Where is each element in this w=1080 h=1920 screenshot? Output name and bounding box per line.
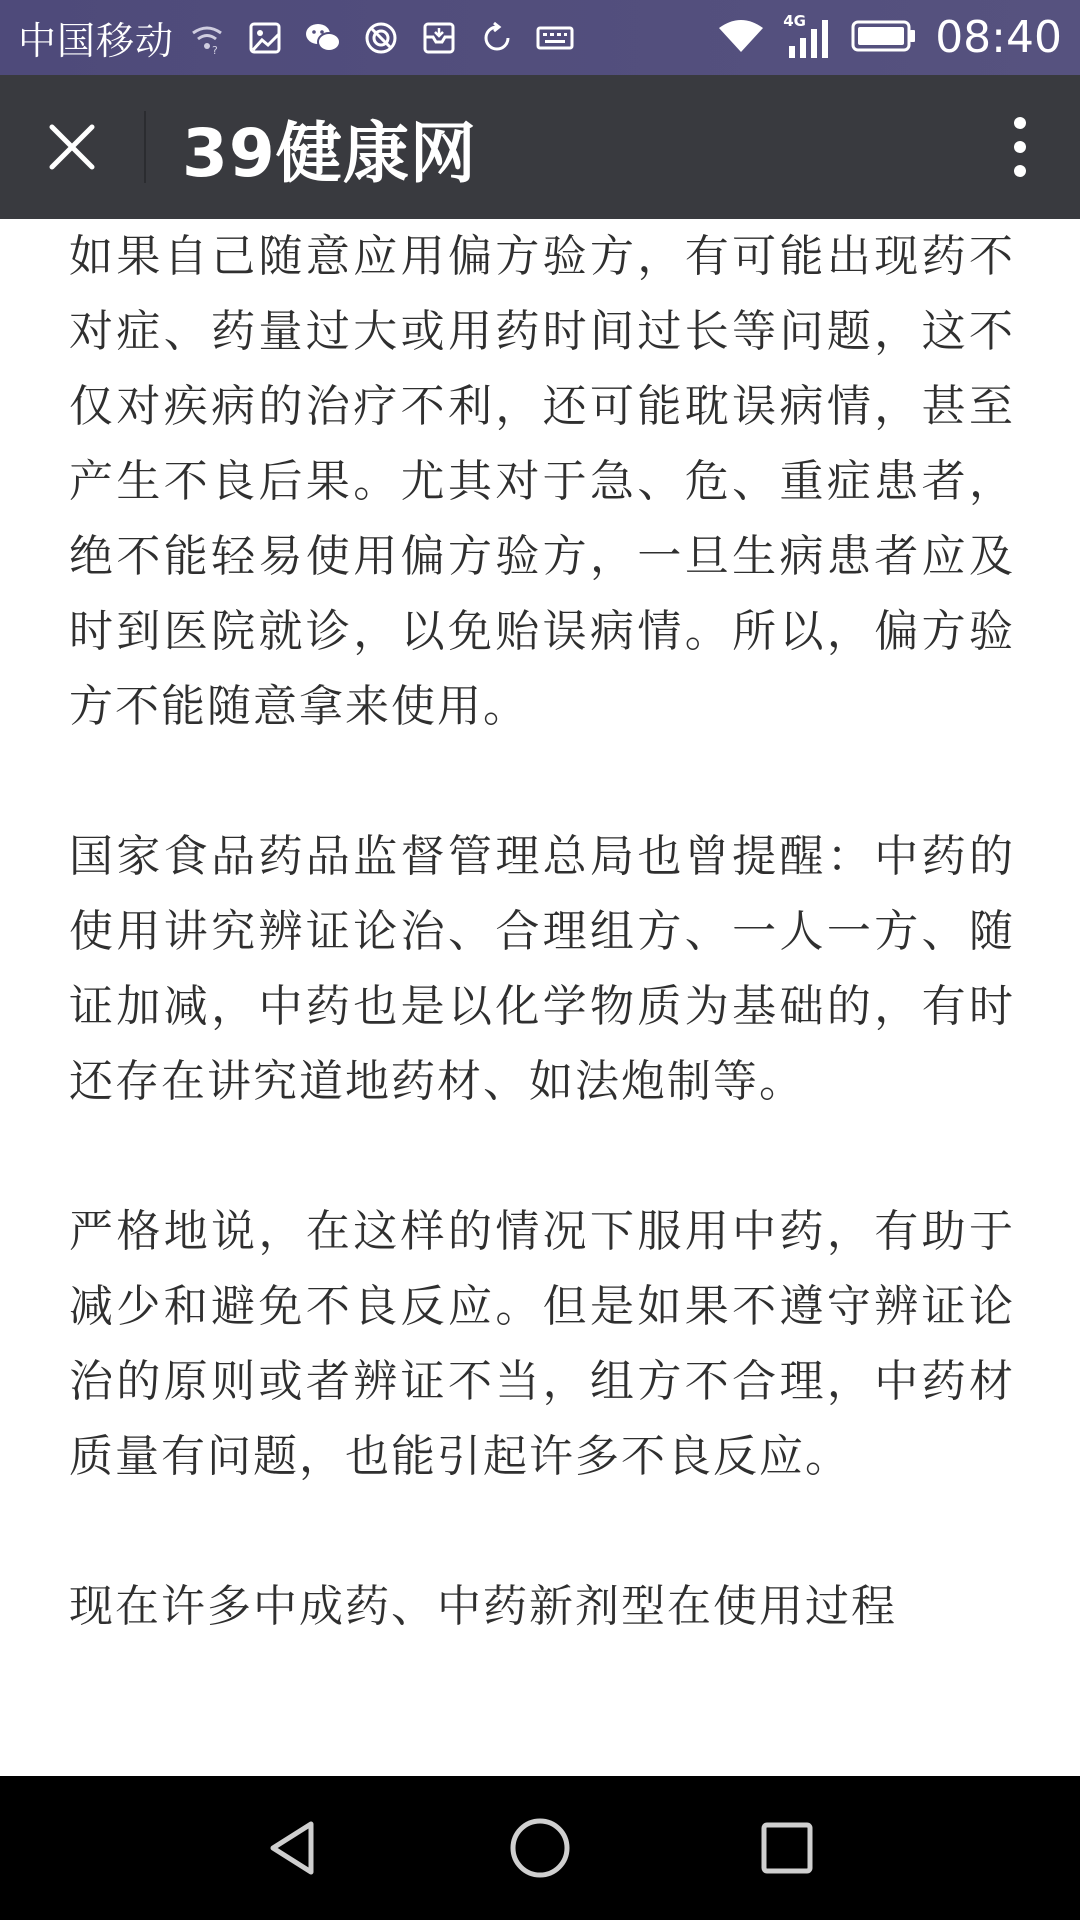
app-bar-divider [144,111,146,183]
gallery-icon [246,19,284,57]
inbox-icon [420,19,458,57]
notification-icons [188,19,574,57]
keyboard-icon [536,19,574,57]
back-button[interactable] [248,1803,338,1893]
home-icon [508,1816,572,1880]
back-icon [265,1818,321,1878]
clock: 08:40 [935,12,1062,63]
more-menu-button[interactable] [960,75,1080,219]
article-paragraph: 如果自己随意应用偏方验方，有可能出现药不对症、药量过大或用药时间过长等问题，这不仅对疾病的治疗不利，还可能耽误病情，甚至产生不良后果。尤其对于急、危、重症患者，绝不能轻易使用偏方验方，一旦生病患者应及时到医院就诊，以免贻误病情。所以，偏方验方不能随意拿来使用。 [69,231,1015,732]
recents-icon [759,1820,815,1876]
article-body [69,219,1015,1644]
more-vert-icon [1010,115,1030,179]
status-bar [0,0,1080,75]
wifi-icon [717,16,765,60]
carrier-name: 中国移动 [18,19,175,63]
recents-button[interactable] [742,1803,832,1893]
app-bar [0,75,1080,219]
wifi-assist-icon [188,19,226,57]
app-icon [362,19,400,57]
article-paragraph: 严格地说，在这样的情况下服用中药，有助于减少和避免不良反应。但是如果不遵守辨证论治的原则或者辨证不当，组方不合理，中药材质量有问题，也能引起许多不良反应。 [69,1206,1015,1482]
network-type: 4G [783,11,806,30]
page-title: 39健康网 [182,114,477,192]
navigation-bar [0,1776,1080,1920]
status-right [717,12,1062,63]
home-button[interactable] [495,1803,585,1893]
close-button[interactable] [0,75,144,219]
sync-icon [478,19,516,57]
signal-icon [783,11,833,60]
article-paragraph: 国家食品药品监督管理总局也曾提醒：中药的使用讲究辨证论治、合理组方、一人一方、随证加减，中药也是以化学物质为基础的，有时还存在讲究道地药材、如法炮制等。 [69,831,1015,1107]
article-paragraph: 现在许多中成药、中药新剂型在使用过程 [69,1581,897,1632]
close-icon [46,121,98,173]
wechat-icon [304,19,342,57]
svg-text:?: ? [212,43,218,55]
article-content[interactable] [0,219,1080,1776]
battery-icon [851,19,917,57]
